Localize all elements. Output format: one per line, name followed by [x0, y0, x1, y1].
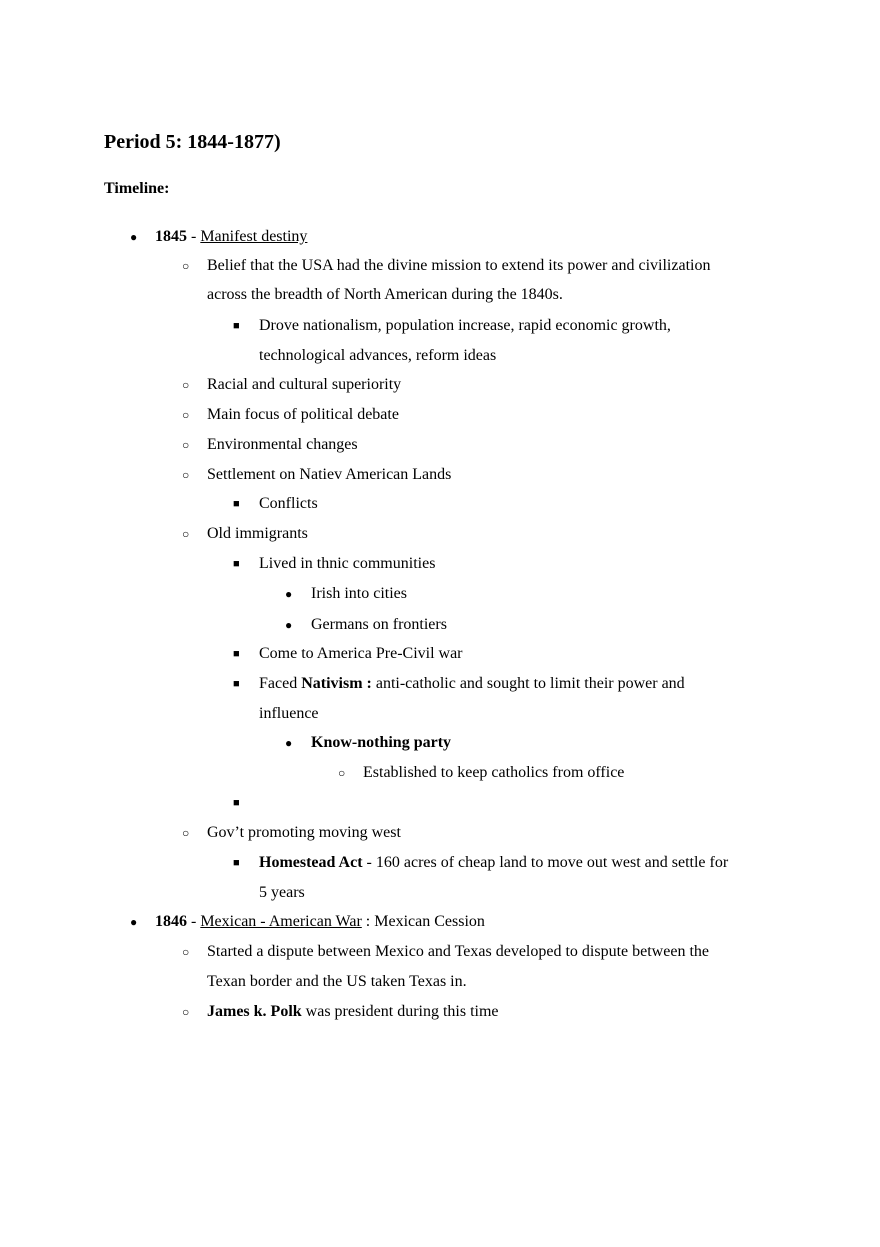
list-item-cont: 5 years: [259, 884, 305, 901]
list-item: Lived in thnic communities: [259, 555, 436, 572]
list-item: Environmental changes: [207, 436, 358, 453]
list-item: Started a dispute between Mexico and Texas developed to dispute between the: [207, 943, 709, 960]
term: James k. Polk: [207, 1003, 302, 1020]
list-item: Know-nothing party: [311, 734, 452, 751]
bullet-circle-icon: [182, 256, 189, 276]
bullet-circle-icon: [182, 375, 189, 395]
list-item-polk: [207, 1002, 499, 1022]
bullet-disc-icon: [130, 227, 137, 247]
bullet-disc-icon: [285, 584, 292, 604]
bullet-disc-icon: [130, 912, 137, 932]
bullet-circle-icon: [182, 823, 189, 843]
bullet-square-icon: [233, 316, 240, 336]
bullet-disc-icon: [285, 615, 292, 635]
bullet-disc-icon: [285, 733, 292, 753]
separator: -: [187, 228, 201, 245]
section-heading: Timeline:: [104, 180, 170, 197]
list-item-cont: influence: [259, 705, 319, 722]
text: anti-catholic and sought to limit their power and: [371, 675, 685, 692]
text: Faced: [259, 675, 302, 692]
text: was president during this time: [301, 1003, 499, 1020]
list-item: Belief that the USA had the divine mission to extend its power and civilization: [207, 257, 711, 274]
list-item-cont: Texan border and the US taken Texas in.: [207, 973, 467, 990]
bullet-circle-icon: [182, 435, 189, 455]
text: : Mexican Cession: [361, 913, 485, 930]
list-item: Established to keep catholics from office: [363, 764, 625, 781]
list-item: Old immigrants: [207, 525, 308, 542]
bullet-square-icon: [233, 853, 240, 873]
timeline-entry-1846: [155, 912, 485, 932]
list-item: Come to America Pre-Civil war: [259, 645, 463, 662]
topic: Manifest destiny: [200, 228, 308, 245]
year: 1846: [155, 913, 187, 930]
topic: Mexican - American War: [200, 913, 362, 930]
list-item: Drove nationalism, population increase, rapid economic growth,: [259, 317, 671, 334]
text: - 160 acres of cheap land to move out west and settle for: [362, 854, 729, 871]
list-item: Conflicts: [259, 495, 318, 512]
bullet-square-icon: [233, 644, 240, 664]
bullet-circle-icon: [182, 405, 189, 425]
bullet-square-icon: [233, 674, 240, 694]
page-title: Period 5: 1844-1877): [104, 131, 281, 153]
timeline-entry-1845: [155, 227, 307, 247]
bullet-circle-icon: [182, 942, 189, 962]
bullet-square-icon: [233, 793, 240, 813]
bullet-circle-icon: [182, 1002, 189, 1022]
list-item-cont: technological advances, reform ideas: [259, 347, 497, 364]
list-item-homestead: [259, 853, 728, 873]
list-item: Irish into cities: [311, 585, 407, 602]
list-item: Gov’t promoting moving west: [207, 824, 401, 841]
bullet-circle-icon: [182, 465, 189, 485]
bullet-square-icon: [233, 554, 240, 574]
year: 1845: [155, 228, 187, 245]
bullet-square-icon: [233, 494, 240, 514]
term: Nativism :: [301, 675, 372, 692]
list-item-nativism: [259, 674, 685, 694]
separator: -: [187, 913, 201, 930]
list-item-cont: across the breadth of North American during the 1840s.: [207, 286, 563, 303]
list-item: Racial and cultural superiority: [207, 376, 402, 393]
list-item: Settlement on Natiev American Lands: [207, 466, 452, 483]
list-item: Main focus of political debate: [207, 406, 399, 423]
bullet-circle-icon: [182, 524, 189, 544]
bullet-circle-icon: [338, 763, 345, 783]
term: Homestead Act: [259, 854, 363, 871]
list-item: Germans on frontiers: [311, 616, 447, 633]
